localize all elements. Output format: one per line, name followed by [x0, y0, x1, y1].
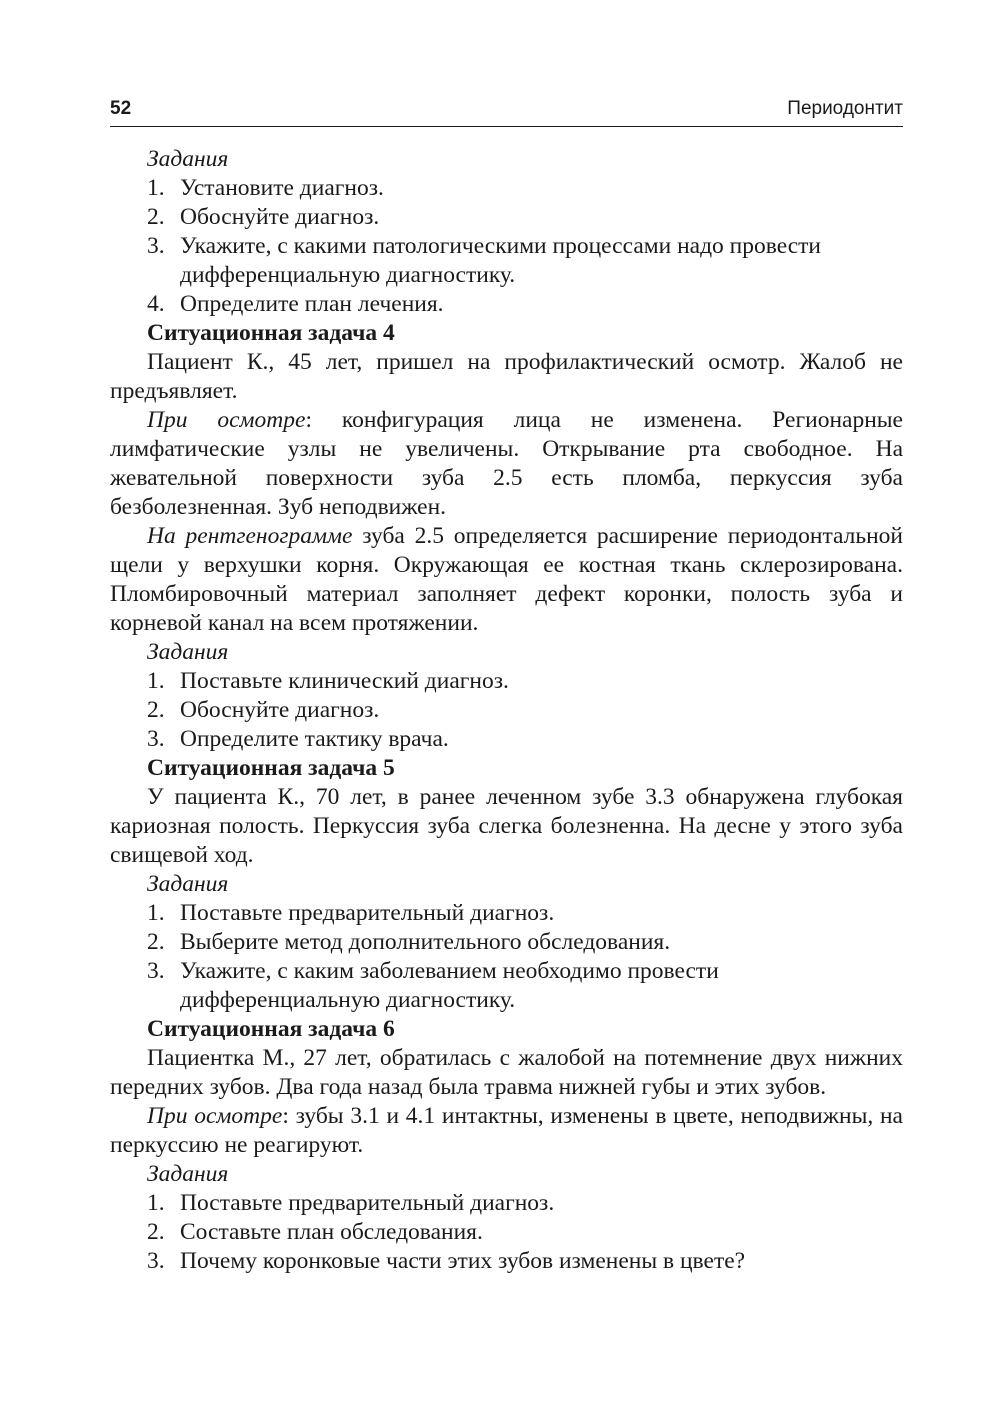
item-number: 3. — [147, 1248, 165, 1274]
list-item — [110, 174, 903, 203]
tasks-label: Задания — [147, 639, 229, 665]
item-number: 4. — [147, 291, 165, 317]
item-number: 3. — [147, 958, 165, 984]
list-item — [110, 696, 903, 725]
list-item — [110, 957, 903, 1015]
item-number: 2. — [147, 929, 165, 955]
item-number: 2. — [147, 1219, 165, 1245]
list-item — [110, 667, 903, 696]
item-number: 1. — [147, 1190, 165, 1216]
task-4-heading: Ситуационная задача 4 — [147, 320, 395, 346]
list-item — [110, 203, 903, 232]
item-text: Поставьте предварительный диагноз. — [180, 1190, 555, 1216]
list-item — [110, 290, 903, 319]
item-text: Выберите метод дополнительного обследования. — [180, 929, 671, 955]
item-text: Укажите, с каким заболеванием необходимо провести дифференциальную диагностику. — [180, 958, 719, 1013]
item-text: Определите план лечения. — [180, 291, 444, 317]
item-text: Установите диагноз. — [180, 175, 384, 201]
item-text: Укажите, с какими патологическими процессами надо провести дифференциальную диагностику. — [180, 233, 821, 288]
task-5-intro: У пациента К., 70 лет, в ранее леченном зубе 3.3 обнаружена глубокая кариозная полость. Перкуссия зуба слегка болезненна. На десне у этого зуба свищевой ход. — [110, 784, 903, 868]
task-4-exam — [110, 406, 903, 522]
item-number: 2. — [147, 697, 165, 723]
task-6-heading: Ситуационная задача 6 — [147, 1016, 395, 1042]
running-header — [110, 96, 903, 127]
item-text: Обоснуйте диагноз. — [180, 697, 380, 723]
exam-lead: При осмотре — [147, 407, 306, 433]
list-item — [110, 1189, 903, 1218]
task-5-heading: Ситуационная задача 5 — [147, 755, 395, 781]
section-title: Периодонтит — [787, 98, 903, 119]
list-item — [110, 899, 903, 928]
task-6-exam — [110, 1102, 903, 1160]
item-number: 1. — [147, 668, 165, 694]
exam-text: : конфигурация лица не изменена. Регионарные лимфатические узлы не увеличены. Открывание рта свободное. На жевательной поверхности зуба 2.5 есть пломба, перкуссия зуба безболезненная. Зуб неподвижен. — [110, 407, 903, 520]
tasks-label: Задания — [147, 146, 229, 172]
item-text: Обоснуйте диагноз. — [180, 204, 380, 230]
item-text: Почему коронковые части этих зубов изменены в цвете? — [180, 1248, 746, 1274]
item-number: 2. — [147, 204, 165, 230]
list-item — [110, 1247, 903, 1276]
page-content — [110, 145, 903, 1276]
item-text: Поставьте предварительный диагноз. — [180, 900, 555, 926]
list-item — [110, 928, 903, 957]
xray-lead: На рентгенограмме — [147, 523, 353, 549]
exam-lead: При осмотре — [147, 1103, 283, 1129]
item-number: 1. — [147, 900, 165, 926]
task-4-intro: Пациент К., 45 лет, пришел на профилактический осмотр. Жалоб не предъявляет. — [110, 349, 903, 404]
item-number: 3. — [147, 233, 165, 259]
xray-text: зуба 2.5 определяется расширение периодонтальной щели у верхушки корня. Окружающая ее костная ткань склерозирована. Пломбировочный материал заполняет дефект коронки, полость зуба и корневой канал на всем протяжении. — [110, 523, 903, 636]
tasks-label: Задания — [147, 871, 229, 897]
task-6-intro: Пациентка М., 27 лет, обратилась с жалобой на потемнение двух нижних передних зубов. Два года назад была травма нижней губы и этих зубов. — [110, 1045, 903, 1100]
list-item — [110, 725, 903, 754]
list-item — [110, 1218, 903, 1247]
item-text: Поставьте клинический диагноз. — [180, 668, 509, 694]
page-number: 52 — [110, 98, 132, 119]
task-4-xray — [110, 522, 903, 638]
exam-text: : зубы 3.1 и 4.1 интактны, изменены в цвете, неподвижны, на перкуссию не реагируют. — [110, 1103, 903, 1158]
item-text: Составьте план обследования. — [180, 1219, 483, 1245]
item-text: Определите тактику врача. — [180, 726, 449, 752]
item-number: 3. — [147, 726, 165, 752]
tasks-label: Задания — [147, 1161, 229, 1187]
list-item — [110, 232, 903, 290]
item-number: 1. — [147, 175, 165, 201]
